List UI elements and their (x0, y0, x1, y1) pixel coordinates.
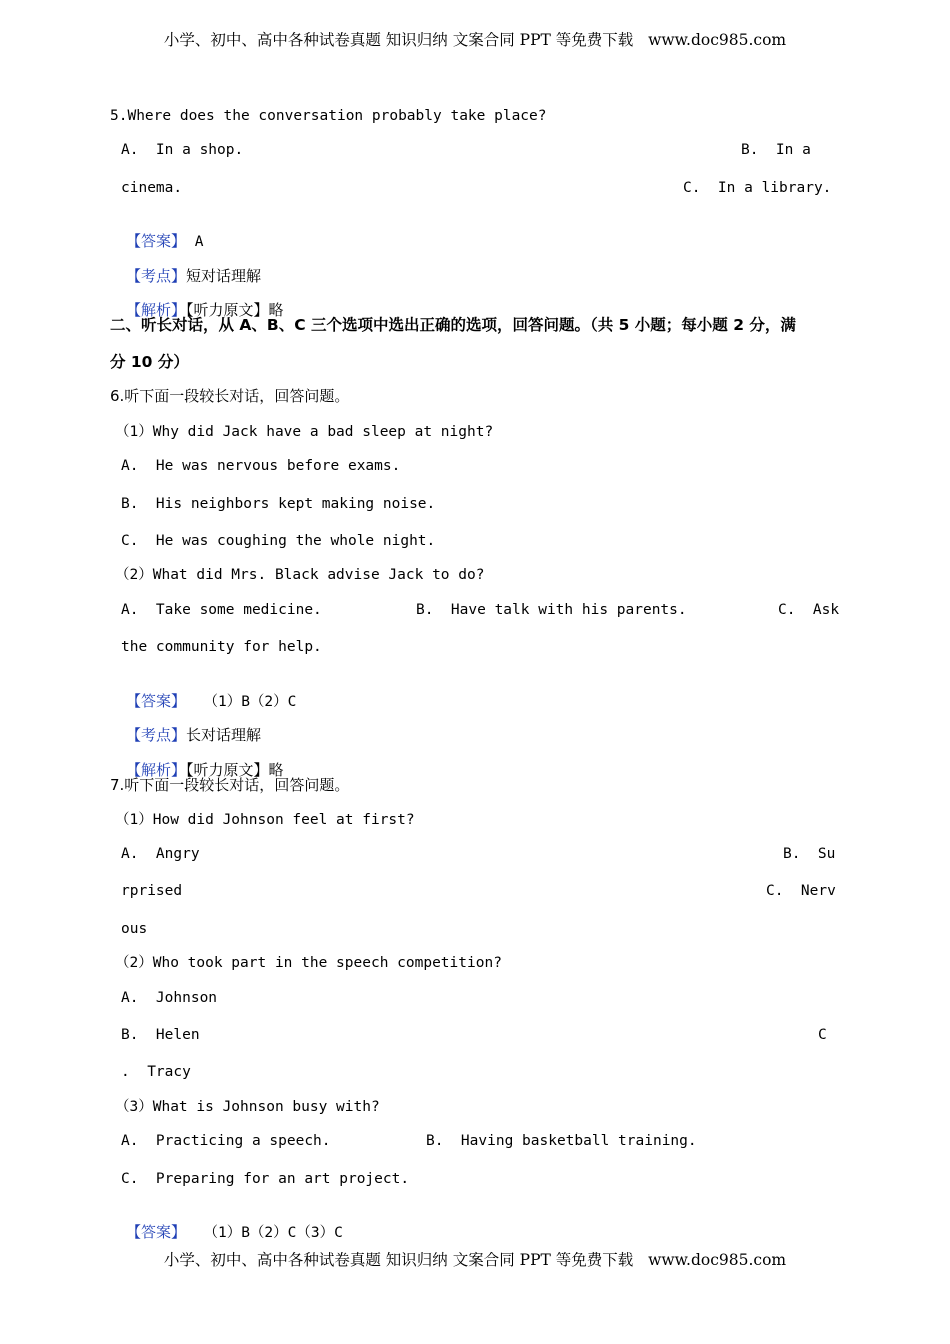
q6-sub2-option-a: A. Take some medicine. (121, 602, 322, 618)
q5-question: 5.Where does the conversation probably take place? (110, 108, 547, 124)
q6-sub1-option-c: C. He was coughing the whole night. (121, 533, 436, 549)
q7-sub2-option-b: B. Helen (121, 1027, 200, 1043)
q5-point: 短对话理解 (186, 267, 262, 285)
q6-analysis: 【听力原文】略 (186, 761, 284, 779)
q6-sub1-option-b: B. His neighbors kept making noise. (121, 496, 436, 512)
q7-sub3-question: （3）What is Johnson busy with? (115, 1099, 380, 1115)
analysis-tag: 【解析】 (126, 301, 187, 319)
q7-sub3-option-a: A. Practicing a speech. (121, 1133, 331, 1149)
q7-sub1-option-c: C. Nerv (766, 883, 836, 899)
q6-sub2-option-c: C. Ask (778, 602, 840, 618)
q7-answer: （1）B（2）C（3）C (186, 1225, 343, 1241)
point-tag: 【考点】 (126, 726, 187, 744)
answer-tag: 【答案】 (126, 692, 187, 710)
q7-sub1-question: （1）How did Johnson feel at first? (115, 812, 415, 828)
q6-answer: （1）B（2）C (186, 694, 297, 710)
q7-sub2-option-a: A. Johnson (121, 990, 218, 1006)
q7-sub2-question: （2）Who took part in the speech competition? (115, 955, 502, 971)
q5-analysis: 【听力原文】略 (186, 301, 284, 319)
answer-tag: 【答案】 (126, 1223, 187, 1241)
q7-sub3-option-c: C. Preparing for an art project. (121, 1171, 410, 1187)
answer-tag: 【答案】 (126, 232, 187, 250)
q6-sub2-question: （2）What did Mrs. Black advise Jack to do? (115, 567, 485, 583)
q6-point: 长对话理解 (186, 726, 262, 744)
q5-option-b-wrap: cinema. (121, 180, 183, 196)
q6-intro: 6.听下面一段较长对话，回答问题。 (110, 387, 350, 405)
q7-sub1-option-b-wrap: rprised (121, 883, 183, 899)
q7-sub1-option-b: B. Su (783, 846, 836, 862)
page-footer: 小学、初中、高中各种试卷真题 知识归纳 文案合同 PPT 等免费下载 www.doc985.com (163, 1251, 787, 1269)
q7-sub1-option-a: A. Angry (121, 846, 200, 862)
q7-sub2-option-c-wrap: . Tracy (121, 1064, 191, 1080)
q5-option-b: B. In a (741, 142, 811, 158)
q6-sub2-option-b: B. Have talk with his parents. (416, 602, 687, 618)
q7-sub3-option-b: B. Having basketball training. (426, 1133, 697, 1149)
q6-sub1-question: （1）Why did Jack have a bad sleep at night? (115, 424, 494, 440)
section-2-heading: 二、听长对话，从 A、B、C 三个选项中选出正确的选项，回答问题。（共 5 小题；每小题 2 分，满 (110, 316, 796, 334)
q7-intro: 7.听下面一段较长对话，回答问题。 (110, 776, 350, 794)
point-tag: 【考点】 (126, 267, 187, 285)
analysis-tag: 【解析】 (126, 761, 187, 779)
q6-sub2-option-c-wrap: the community for help. (121, 639, 322, 655)
page-header: 小学、初中、高中各种试卷真题 知识归纳 文案合同 PPT 等免费下载 www.doc985.com (163, 31, 787, 49)
section-2-heading-wrap: 分 10 分） (110, 353, 189, 371)
q5-option-c: C. In a library. (683, 180, 832, 196)
q7-sub2-option-c: C (818, 1027, 827, 1043)
q7-sub1-option-c-wrap: ous (121, 921, 148, 937)
q5-option-a: A. In a shop. (121, 142, 244, 158)
q6-sub1-option-a: A. He was nervous before exams. (121, 458, 401, 474)
q5-answer: A (186, 234, 204, 250)
